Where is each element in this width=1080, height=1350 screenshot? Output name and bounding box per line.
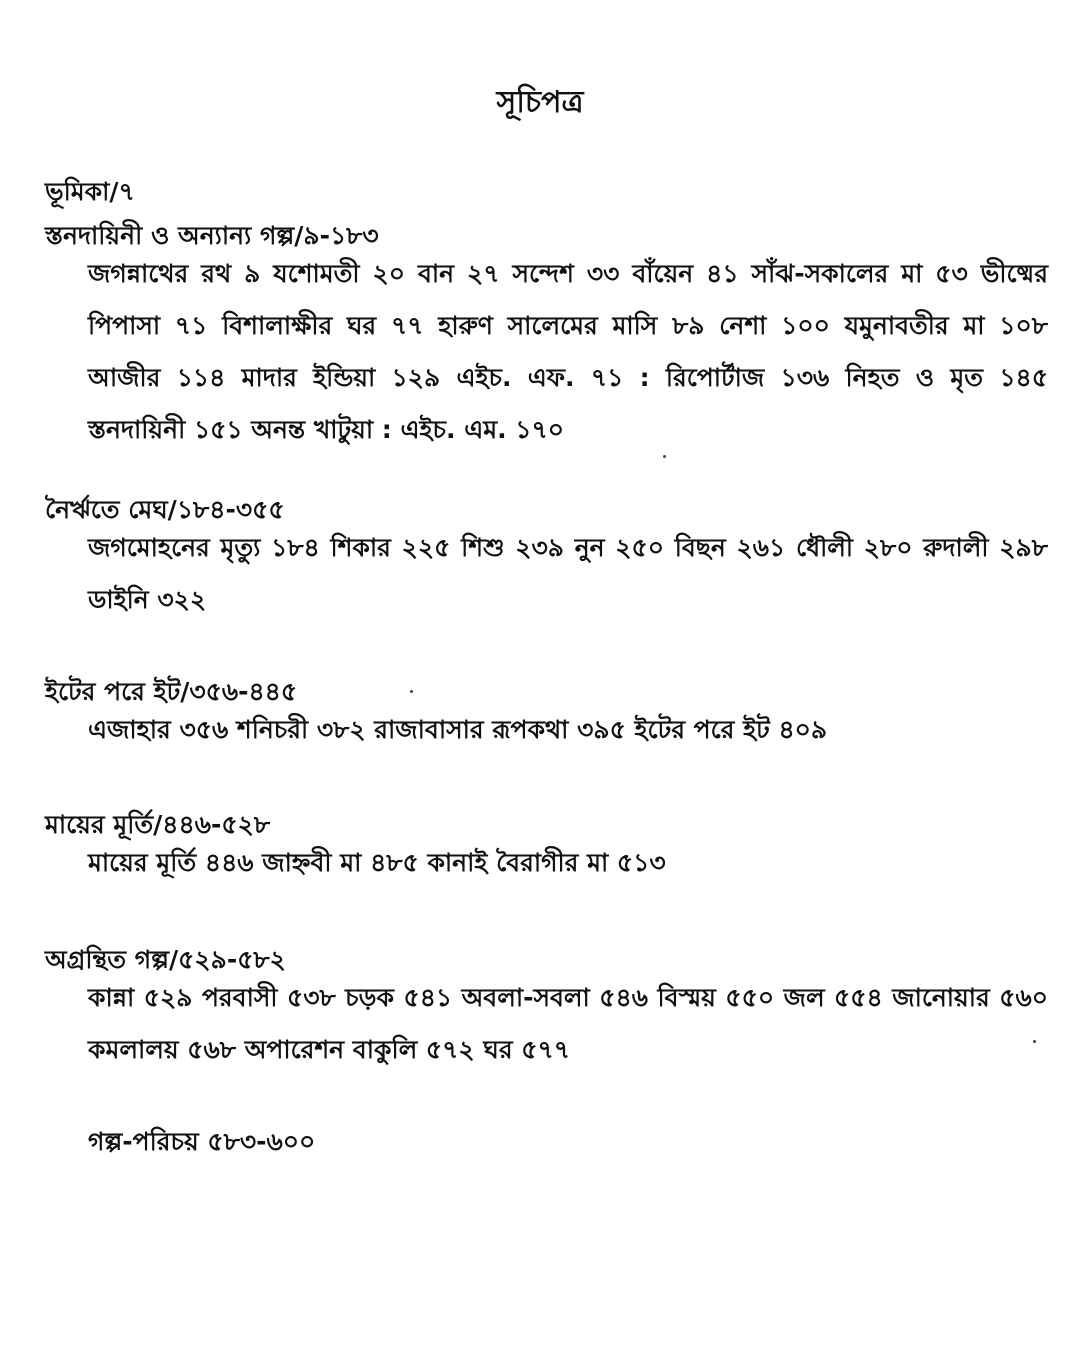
section-heading-ogronthito: অগ্রন্থিত গল্প/৫২৯-৫৮২ [45, 945, 286, 974]
section-heading-nairrite-megh: নৈর্ঋতে মেঘ/১৮৪-৩৫৫ [45, 495, 285, 524]
print-speck [410, 690, 413, 693]
section-stories-iter-pore-it: এজাহার ৩৫৬ শনিচরী ৩৮২ রাজাবাসার রূপকথা ৩৯৫ ইটের পরে ইট ৪০৯ [88, 715, 828, 744]
intro-entry: ভূমিকা/৭ [45, 177, 135, 206]
section-heading-iter-pore-it: ইটের পরে ইট/৩৫৬-৪৪৫ [45, 677, 298, 706]
section-stories-mayer-murti: মায়ের মূর্তি ৪৪৬ জাহ্নবী মা ৪৮৫ কানাই বৈরাগীর মা ৫১৩ [88, 848, 666, 877]
print-speck [663, 455, 666, 458]
section-heading-stanadayini: স্তনদায়িনী ও অন্যান্য গল্প/৯-১৮৩ [45, 221, 379, 250]
section-stories-ogronthito: কান্না ৫২৯ পরবাসী ৫৩৮ চড়ক ৫৪১ অবলা-সবলা ৫৪৬ বিস্ময় ৫৫০ জল ৫৫৪ জানোয়ার ৫৬০ কমলালয় ৫৬৮ অপারেশন বাকুলি ৫৭২ ঘর ৫৭৭ [88, 983, 1048, 1064]
page-title: সূচিপত্র [496, 85, 584, 120]
section-heading-mayer-murti: মায়ের মূর্তি/৪৪৬-৫২৮ [45, 810, 271, 839]
section-stories-stanadayini: জগন্নাথের রথ ৯ যশোমতী ২০ বান ২৭ সন্দেশ ৩৩ বাঁয়েন ৪১ সাঁঝ-সকালের মা ৫৩ ভীষ্মের পিপাসা ৭১ বিশালাক্ষীর ঘর ৭৭ হারুণ সালেমের মাসি ৮৯ নেশা ১০০ যমুনাবতীর মা ১০৮ আজীর ১১৪ মাদার ইন্ডিয়া ১২৯ এইচ. এফ. ৭১ : রিপোর্টাজ ১৩৬ নিহত ও মৃত ১৪৫ স্তনদায়িনী ১৫১ অনন্ত খাটুয়া : এইচ. এম. ১৭০ [88, 259, 1048, 444]
appendix-entry: গল্প-পরিচয় ৫৮৩-৬০০ [88, 1127, 316, 1156]
section-stories-nairrite-megh: জগমোহনের মৃত্যু ১৮৪ শিকার ২২৫ শিশু ২৩৯ নুন ২৫০ বিছন ২৬১ ধৌলী ২৮০ রুদালী ২৯৮ ডাইনি ৩২২ [88, 533, 1048, 614]
print-speck [1033, 1040, 1036, 1043]
